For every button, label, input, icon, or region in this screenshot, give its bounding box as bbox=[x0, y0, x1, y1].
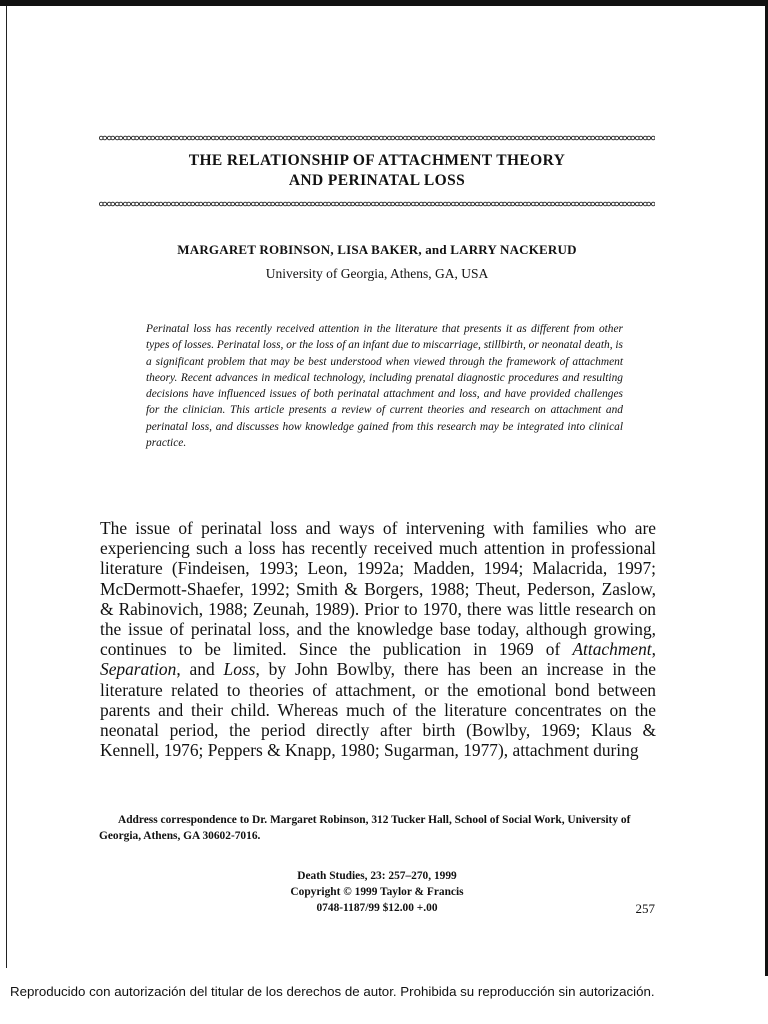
page-number: 257 bbox=[635, 901, 655, 916]
scan-left-border bbox=[6, 6, 7, 968]
title-line-1: THE RELATIONSHIP OF ATTACHMENT THEORY bbox=[188, 152, 566, 169]
article-title bbox=[99, 151, 655, 191]
affiliation: University of Georgia, Athens, GA, USA bbox=[265, 266, 489, 281]
scan-top-border bbox=[0, 0, 768, 6]
correspondence-footnote: Address correspondence to Dr. Margaret Robinson, 312 Tucker Hall, School of Social Work, University of Georgia, Athens, GA 30602-7016. bbox=[99, 814, 631, 842]
issn-price-line: 0748-1187/99 $12.00 +.00 bbox=[316, 902, 438, 914]
body-paragraph bbox=[100, 518, 656, 760]
decorative-border-top bbox=[99, 135, 655, 141]
abstract: Perinatal loss has recently received attention in the literature that presents it as different from other types of losses. Perinatal loss, or the loss of an infant due to miscarriage, stillbirth, or neonatal death, is a significant problem that may be best understood when viewed through the framework of attachment theory. Recent advances in medical technology, including prenatal diagnostic procedures and resulting decisions have influenced issues of both perinatal attachment and loss, and have provided challenges for the clinician. This article presents a review of current theories and research on attachment and perinatal loss, and discusses how knowledge gained from this research may be integrated into clinical practice. bbox=[146, 323, 623, 450]
body-separator-2: , and bbox=[176, 659, 224, 680]
journal-info bbox=[99, 868, 655, 916]
journal-citation: Death Studies, 23: 257–270, 1999 bbox=[297, 870, 457, 882]
body-text-part-2: , by John Bowlby, there has been an increase in the literature related to theories of attachment, or the emotional bond between parents and their child. Whereas much of the literature concentrates on the neonatal period, the period directly after birth (Bowlby, 1969; Klaus & Kennell, 1976; Peppers & Knapp, 1980; Sugarman, 1977), attachment during bbox=[100, 659, 657, 761]
book-title-separation: Separation bbox=[100, 659, 177, 680]
copyright-line: Copyright © 1999 Taylor & Francis bbox=[290, 886, 464, 898]
book-title-loss: Loss bbox=[223, 659, 256, 680]
authors: MARGARET ROBINSON, LISA BAKER, and LARRY NACKERUD bbox=[177, 242, 577, 257]
title-line-2: AND PERINATAL LOSS bbox=[288, 172, 466, 189]
book-title-attachment: Attachment bbox=[572, 639, 652, 660]
decorative-border-bottom bbox=[99, 201, 655, 207]
copyright-notice: Reproducido con autorización del titular de los derechos de autor. Prohibida su reproducción sin autorización. bbox=[10, 984, 655, 999]
body-separator-1: , bbox=[651, 639, 656, 660]
body-text-part-1: The issue of perinatal loss and ways of intervening with families who are experiencing such a loss has recently received much attention in professional literature (Findeisen, 1993; Leon, 1992a; Madden, 1994; Malacrida, 1997; McDermott-Shaefer, 1992; Smith & Borgers, 1988; Theut, Pederson, Zaslow, & Rabinovich, 1988; Zeunah, 1989). Prior to 1970, there was little research on the issue of perinatal loss, and the knowledge base today, although growing, continues to be limited. Since the publication in 1969 of bbox=[100, 518, 656, 660]
